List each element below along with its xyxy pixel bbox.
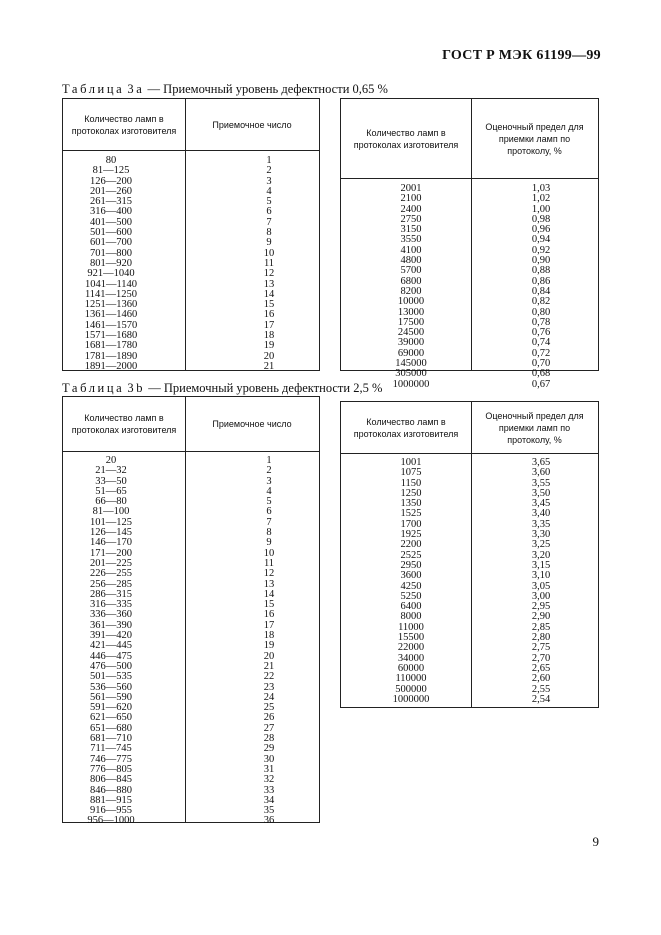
cell-value: 9 (266, 237, 272, 249)
table-row (341, 194, 598, 204)
table-row (341, 551, 598, 561)
cell-quantity: 81—100 (92, 506, 130, 518)
cell-value: 0,68 (531, 368, 551, 380)
cell-quantity: 2200 (400, 539, 422, 551)
cell-value: 13 (263, 578, 275, 590)
table-row (341, 184, 598, 194)
table-row (63, 775, 319, 785)
cell-value: 24 (263, 691, 275, 703)
cell-quantity: 5250 (400, 590, 422, 602)
document-header: ГОСТ Р МЭК 61199—99 (442, 48, 601, 63)
table-row (341, 499, 598, 509)
cell-quantity: 500000 (395, 683, 427, 695)
cell-value: 2 (266, 465, 272, 477)
table-row (341, 369, 598, 379)
table-3b-right (340, 401, 599, 708)
table-row (341, 328, 598, 338)
cell-quantity: 1571—1680 (84, 330, 138, 342)
cell-value: 4 (266, 185, 272, 197)
cell-value: 7 (266, 516, 272, 528)
caption-label: Таблица (62, 381, 125, 395)
cell-quantity: 201—225 (90, 557, 132, 569)
cell-quantity: 6400 (400, 601, 422, 613)
cell-value: 0,72 (531, 347, 551, 359)
cell-quantity: 1700 (400, 518, 422, 530)
table-row (341, 674, 598, 684)
column-header-acceptance-number: Приемочное число (212, 419, 292, 429)
cell-quantity: 6800 (400, 275, 422, 287)
cell-value: 3,60 (531, 467, 551, 479)
table-row (341, 297, 598, 307)
cell-quantity: 24500 (397, 327, 425, 339)
cell-quantity: 126—200 (90, 175, 132, 187)
table-row (341, 602, 598, 612)
cell-value: 2,95 (531, 601, 551, 613)
table-row (341, 458, 598, 468)
cell-value: 12 (263, 568, 275, 580)
cell-quantity: 2400 (400, 203, 422, 215)
cell-value: 29 (263, 743, 275, 755)
cell-quantity: 421—445 (90, 640, 132, 652)
cell-value: 0,86 (531, 275, 551, 287)
cell-quantity: 391—420 (90, 630, 132, 642)
cell-value: 25 (263, 702, 275, 714)
cell-quantity: 4800 (400, 255, 422, 267)
cell-quantity: 34000 (397, 652, 425, 664)
cell-quantity: 651—680 (90, 722, 132, 734)
cell-quantity: 501—600 (90, 227, 132, 239)
cell-value: 0,67 (531, 378, 551, 390)
cell-quantity: 801—920 (90, 257, 132, 269)
cell-value: 3,30 (531, 529, 551, 541)
table-row (341, 664, 598, 674)
cell-value: 0,70 (531, 358, 551, 370)
table-row (341, 489, 598, 499)
cell-value: 22 (263, 671, 275, 683)
table-row (63, 816, 319, 826)
cell-quantity: 956—1000 (87, 815, 135, 827)
table-row (341, 571, 598, 581)
cell-quantity: 361—390 (90, 619, 132, 631)
cell-value: 0,88 (531, 265, 551, 277)
cell-value: 14 (263, 288, 275, 300)
cell-quantity: 146—170 (90, 537, 132, 549)
table-row (341, 308, 598, 318)
cell-value: 3,10 (531, 570, 551, 582)
cell-quantity: 15500 (397, 632, 425, 644)
cell-value: 31 (263, 763, 275, 775)
column-header-limit: Оценочный предел для приемки ламп по протоколу, % (485, 410, 584, 445)
cell-value: 15 (263, 599, 275, 611)
cell-quantity: 1075 (400, 467, 422, 479)
cell-value: 3,25 (531, 539, 551, 551)
cell-value: 16 (263, 609, 275, 621)
cell-quantity: 881—915 (90, 794, 132, 806)
cell-quantity: 446—475 (90, 650, 132, 662)
cell-quantity: 1250 (400, 487, 422, 499)
cell-value: 16 (263, 309, 275, 321)
cell-value: 6 (266, 206, 272, 218)
cell-value: 3,50 (531, 487, 551, 499)
cell-quantity: 1000000 (392, 378, 430, 390)
cell-quantity: 776—805 (90, 763, 132, 775)
cell-value: 2,54 (531, 693, 551, 705)
cell-value: 21 (263, 660, 275, 672)
cell-quantity: 336—360 (90, 609, 132, 621)
cell-value: 7 (266, 216, 272, 228)
cell-quantity: 305000 (395, 368, 427, 380)
cell-value: 4 (266, 485, 272, 497)
column-header-quantity: Количество ламп в протоколах изготовителя (353, 127, 459, 150)
cell-quantity: 1001 (400, 457, 422, 468)
cell-value: 17 (263, 619, 275, 631)
cell-quantity: 21—32 (95, 465, 127, 477)
cell-quantity: 2750 (400, 213, 422, 225)
column-header-acceptance-number: Приемочное число (212, 119, 292, 130)
cell-value: 3,00 (531, 590, 551, 602)
cell-quantity: 1141—1250 (84, 288, 138, 300)
caption-title: — Приемочный уровень дефектности 0,65 % (144, 82, 388, 96)
caption-title: — Приемочный уровень дефектности 2,5 % (145, 381, 383, 395)
cell-quantity: 22000 (397, 642, 425, 654)
cell-quantity: 1041—1140 (84, 278, 138, 290)
cell-quantity: 226—255 (90, 568, 132, 580)
table-3b-right-body (341, 454, 598, 705)
cell-value: 0,76 (531, 327, 551, 339)
cell-value: 3 (266, 175, 272, 187)
cell-quantity: 171—200 (90, 547, 132, 559)
cell-value: 27 (263, 722, 275, 734)
cell-value: 19 (263, 640, 275, 652)
cell-quantity: 1891—2000 (84, 360, 138, 372)
cell-value: 20 (263, 350, 275, 362)
cell-quantity: 286—315 (90, 588, 132, 600)
cell-value: 5 (266, 196, 272, 208)
cell-value: 12 (263, 268, 275, 280)
cell-value: 18 (263, 330, 275, 342)
table-row (341, 685, 598, 695)
cell-value: 11 (263, 257, 275, 269)
table-row (341, 287, 598, 297)
table-row (341, 205, 598, 215)
cell-value: 20 (263, 650, 275, 662)
cell-value: 2,70 (531, 652, 551, 664)
table-row (341, 256, 598, 266)
cell-value: 30 (263, 753, 275, 765)
table-row (341, 654, 598, 664)
cell-value: 13 (263, 278, 275, 290)
cell-quantity: 746—775 (90, 753, 132, 765)
cell-quantity: 101—125 (90, 516, 132, 528)
cell-quantity: 3150 (400, 224, 422, 236)
cell-quantity: 711—745 (90, 743, 132, 755)
table-row (341, 479, 598, 489)
cell-quantity: 69000 (397, 347, 425, 359)
cell-quantity: 4250 (400, 580, 422, 592)
cell-value: 3,05 (531, 580, 551, 592)
cell-quantity: 8000 (400, 611, 422, 623)
cell-quantity: 20 (105, 455, 117, 466)
cell-quantity: 2525 (400, 549, 422, 561)
table-3a-left-body (63, 151, 319, 372)
table-row (341, 695, 598, 705)
cell-quantity: 256—285 (90, 578, 132, 590)
cell-value: 10 (263, 547, 275, 559)
cell-value: 0,78 (531, 316, 551, 328)
cell-value: 0,80 (531, 306, 551, 318)
cell-value: 2,80 (531, 632, 551, 644)
table-row (341, 225, 598, 235)
table-3a-caption (62, 82, 388, 97)
cell-value: 26 (263, 712, 275, 724)
cell-value: 28 (263, 733, 275, 745)
table-3a-left (62, 98, 320, 371)
cell-quantity: 10000 (397, 296, 425, 308)
caption-number: 3b (127, 381, 146, 395)
cell-quantity: 591—620 (90, 702, 132, 714)
column-header-quantity: Количество ламп в протоколах изготовителя (353, 416, 459, 439)
cell-quantity: 110000 (395, 673, 427, 685)
table-row (341, 338, 598, 348)
cell-quantity: 701—800 (90, 247, 132, 259)
cell-quantity: 145000 (395, 358, 427, 370)
column-header-quantity: Количество ламп в протоколах изготовителя (71, 413, 177, 435)
table-3b-left-body (63, 452, 319, 827)
cell-value: 9 (266, 537, 272, 549)
cell-quantity: 33—50 (95, 475, 127, 487)
table-row (341, 235, 598, 245)
table-row (341, 509, 598, 519)
cell-value: 15 (263, 299, 275, 311)
cell-value: 3,55 (531, 477, 551, 489)
cell-quantity: 1461—1570 (84, 319, 138, 331)
table-3b-left (62, 396, 320, 827)
cell-quantity: 621—650 (90, 712, 132, 724)
cell-value: 3,15 (531, 559, 551, 571)
cell-value: 3,35 (531, 518, 551, 530)
cell-value: 1,02 (531, 193, 551, 205)
cell-quantity: 66—80 (95, 496, 127, 508)
cell-value: 0,74 (531, 337, 551, 349)
table-row (341, 612, 598, 622)
table-row (341, 520, 598, 530)
cell-value: 14 (263, 588, 275, 600)
cell-value: 23 (263, 681, 275, 693)
cell-quantity: 1925 (400, 529, 422, 541)
table-3a-right (340, 98, 599, 390)
cell-quantity: 1251—1360 (84, 299, 138, 311)
cell-quantity: 261—315 (90, 196, 132, 208)
table-row (341, 215, 598, 225)
cell-value: 3,65 (531, 457, 551, 468)
table-3a-right-body (341, 179, 598, 390)
cell-quantity: 80 (105, 155, 117, 166)
cell-value: 3,40 (531, 508, 551, 520)
cell-quantity: 17500 (397, 316, 425, 328)
table-row (63, 672, 319, 682)
cell-quantity: 1525 (400, 508, 422, 520)
cell-value: 0,94 (531, 234, 551, 246)
cell-quantity: 39000 (397, 337, 425, 349)
cell-quantity: 401—500 (90, 216, 132, 228)
table-row (341, 623, 598, 633)
cell-quantity: 476—500 (90, 660, 132, 672)
cell-quantity: 4100 (400, 244, 422, 256)
cell-value: 8 (266, 227, 272, 239)
cell-value: 1,00 (531, 203, 551, 215)
caption-number: 3a (127, 82, 145, 96)
cell-value: 6 (266, 506, 272, 518)
cell-value: 19 (263, 340, 275, 352)
cell-quantity: 536—560 (90, 681, 132, 693)
cell-value: 10 (263, 247, 275, 259)
table-row (341, 246, 598, 256)
cell-quantity: 601—700 (90, 237, 132, 249)
cell-quantity: 8200 (400, 285, 422, 297)
cell-value: 2,55 (531, 683, 551, 695)
table-row (341, 540, 598, 550)
cell-value: 5 (266, 496, 272, 508)
cell-quantity: 81—125 (92, 165, 130, 177)
cell-quantity: 1000000 (392, 693, 430, 705)
cell-value: 2 (266, 165, 272, 177)
cell-quantity: 51—65 (95, 485, 127, 497)
caption-label: Таблица (62, 82, 125, 96)
cell-value: 2,75 (531, 642, 551, 654)
cell-value: 2,60 (531, 673, 551, 685)
cell-quantity: 3600 (400, 570, 422, 582)
cell-quantity: 126—145 (90, 527, 132, 539)
cell-value: 0,98 (531, 213, 551, 225)
cell-value: 35 (263, 805, 275, 817)
cell-quantity: 1150 (400, 477, 422, 489)
cell-quantity: 2950 (400, 559, 422, 571)
cell-quantity: 681—710 (90, 733, 132, 745)
cell-value: 3,20 (531, 549, 551, 561)
cell-quantity: 13000 (397, 306, 425, 318)
cell-value: 0,90 (531, 255, 551, 267)
table-3b-caption (62, 381, 382, 396)
cell-value: 8 (266, 527, 272, 539)
cell-value: 1,03 (531, 183, 551, 194)
table-row (341, 266, 598, 276)
cell-quantity: 11000 (398, 621, 424, 633)
cell-quantity: 1781—1890 (84, 350, 138, 362)
cell-quantity: 316—400 (90, 206, 132, 218)
cell-value: 32 (263, 774, 275, 786)
table-row (341, 530, 598, 540)
table-row (341, 561, 598, 571)
cell-quantity: 1361—1460 (84, 309, 138, 321)
cell-quantity: 316—335 (90, 599, 132, 611)
cell-value: 2,65 (531, 662, 551, 674)
cell-quantity: 921—1040 (87, 268, 135, 280)
cell-quantity: 806—845 (90, 774, 132, 786)
cell-quantity: 2100 (400, 193, 422, 205)
page-number: 9 (592, 834, 599, 849)
column-header-limit: Оценочный предел для приемки ламп по протоколу, % (485, 121, 584, 156)
cell-value: 34 (263, 794, 275, 806)
cell-quantity: 2001 (400, 183, 422, 194)
table-row (341, 349, 598, 359)
cell-quantity: 916—955 (90, 805, 132, 817)
cell-value: 11 (263, 557, 275, 569)
table-row (341, 359, 598, 369)
cell-value: 0,82 (531, 296, 551, 308)
cell-value: 18 (263, 630, 275, 642)
cell-value: 3,45 (531, 498, 551, 510)
cell-value: 2,90 (531, 611, 551, 623)
cell-quantity: 561—590 (90, 691, 132, 703)
cell-value: 2,85 (531, 621, 551, 633)
cell-quantity: 201—260 (90, 185, 132, 197)
cell-value: 0,92 (531, 244, 551, 256)
cell-value: 33 (263, 784, 275, 796)
cell-value: 1 (266, 455, 272, 466)
table-row (341, 277, 598, 287)
table-row (341, 582, 598, 592)
cell-value: 36 (263, 815, 275, 827)
cell-quantity: 3550 (400, 234, 422, 246)
table-row (341, 643, 598, 653)
cell-quantity: 5700 (400, 265, 422, 277)
cell-quantity: 846—880 (90, 784, 132, 796)
cell-value: 17 (263, 319, 275, 331)
cell-value: 1 (266, 155, 272, 166)
cell-quantity: 60000 (397, 662, 425, 674)
table-row (341, 592, 598, 602)
table-row (341, 633, 598, 643)
column-header-quantity: Количество ламп в протоколах изготовителя (71, 113, 177, 136)
table-row (63, 362, 319, 372)
cell-value: 3 (266, 475, 272, 487)
cell-value: 0,84 (531, 285, 551, 297)
cell-quantity: 1350 (400, 498, 422, 510)
table-row (341, 318, 598, 328)
cell-value: 21 (263, 360, 275, 372)
cell-quantity: 1681—1780 (84, 340, 138, 352)
cell-quantity: 501—535 (90, 671, 132, 683)
cell-value: 0,96 (531, 224, 551, 236)
table-row (341, 468, 598, 478)
